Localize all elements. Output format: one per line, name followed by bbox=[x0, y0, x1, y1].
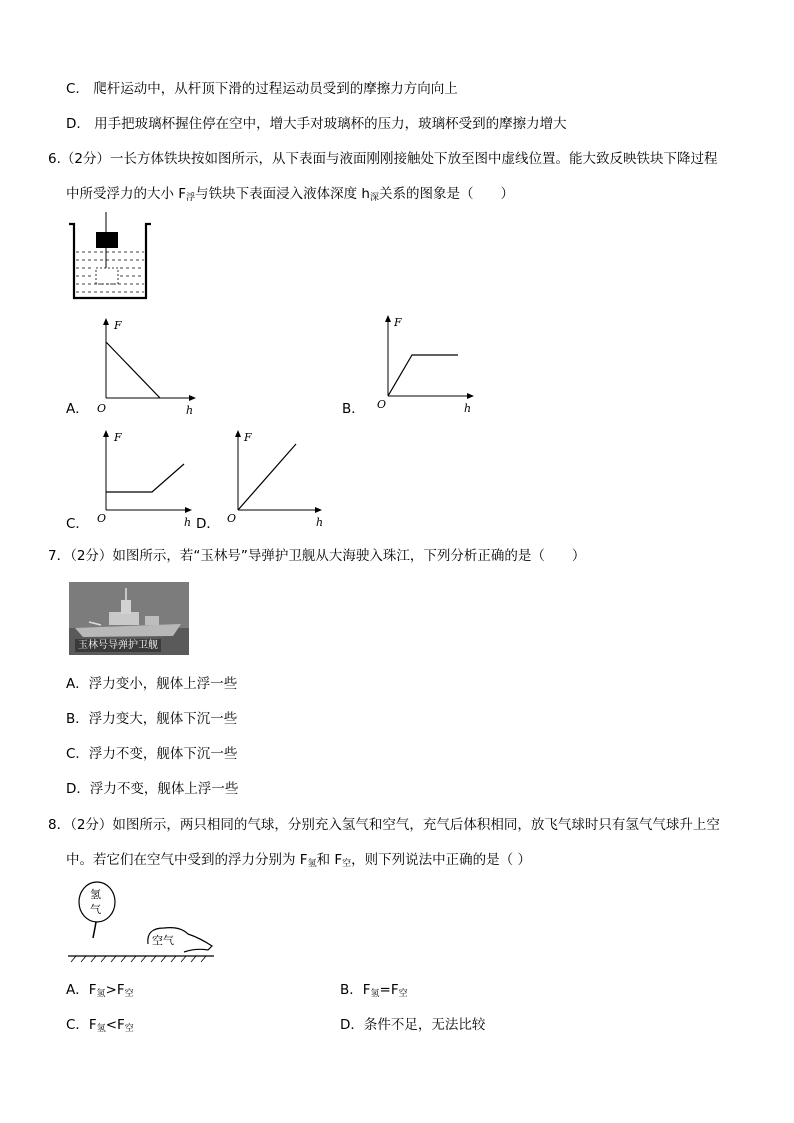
graph-c-f-label: F bbox=[114, 431, 122, 444]
q6-label-c: C． bbox=[66, 516, 89, 532]
q6-graph-a bbox=[92, 316, 202, 416]
q7-option-d: D．浮力不变，舰体上浮一些 bbox=[66, 781, 239, 797]
q8-stem-line2: 中。若它们在空气中受到的浮力分别为 $F_氢$和 $F_空$，则下列说法中正确的是（ ） bbox=[66, 852, 531, 869]
q6-label-b: B． bbox=[342, 401, 365, 417]
graph-d-origin: O bbox=[227, 512, 237, 525]
q8-option-d: D．条件不足，无法比较 bbox=[340, 1017, 486, 1033]
q6-graph-b bbox=[374, 313, 484, 413]
hydrogen-label-1: 氢 bbox=[90, 888, 101, 901]
graph-d-f-label: F bbox=[244, 431, 252, 444]
beaker-figure bbox=[66, 212, 156, 304]
q6-graph-c bbox=[92, 428, 202, 528]
graph-d-h-label: h bbox=[316, 516, 324, 529]
air-balloon-label: 空气 bbox=[152, 934, 174, 947]
q6-stem-line2: 中所受浮力的大小 $F_浮$与铁块下表面浸入液体深度 $h_深$关系的图象是（ ） bbox=[66, 186, 514, 203]
graph-a-f-label: F bbox=[114, 319, 122, 332]
graph-c-line bbox=[106, 464, 184, 492]
q8-option-c: C．$F_氢<F_空$ bbox=[66, 1017, 134, 1034]
q5-option-c: C. 爬杆运动中，从杆顶下滑的过程运动员受到的摩擦力方向向上 bbox=[66, 81, 458, 97]
graph-b-f-label: F bbox=[394, 316, 402, 329]
frigate-caption: 玉林号导弹护卫舰 bbox=[75, 639, 161, 652]
q7-stem: 7．（2分）如图所示，若“玉林号”导弹护卫舰从大海驶入珠江，下列分析正确的是（ ） bbox=[48, 548, 586, 564]
graph-a-h-label: h bbox=[186, 404, 194, 417]
q8-option-a: A．$F_氢>F_空$ bbox=[66, 982, 134, 999]
graph-c-origin: O bbox=[97, 512, 107, 525]
graph-b-origin: O bbox=[377, 398, 387, 411]
q7-option-a: A．浮力变小，舰体上浮一些 bbox=[66, 676, 238, 692]
graph-b-line bbox=[388, 355, 458, 396]
frigate-photo bbox=[69, 582, 189, 655]
q8-stem-line1: 8．（2分）如图所示，两只相同的气球，分别充入氢气和空气，充气后体积相同，放飞气球时只有氢气气球升上空 bbox=[48, 817, 720, 833]
graph-d-line bbox=[238, 444, 296, 510]
graph-b-h-label: h bbox=[464, 402, 472, 415]
q6-label-a: A． bbox=[66, 401, 89, 417]
graph-c-h-label: h bbox=[184, 516, 192, 529]
balloon-figure bbox=[66, 880, 216, 965]
q6-graph-d bbox=[226, 428, 336, 528]
q5-option-d: D. 用手把玻璃杯握住停在空中，增大手对玻璃杯的压力，玻璃杯受到的摩擦力增大 bbox=[66, 116, 567, 132]
q6-label-d: D． bbox=[196, 516, 220, 532]
q7-option-b: B．浮力变大，舰体下沉一些 bbox=[66, 711, 238, 727]
q6-stem-line1: 6.（2分）一长方体铁块按如图所示，从下表面与液面刚刚接触处下放至图中虚线位置。能大致反映铁块下降过程 bbox=[48, 151, 718, 167]
q7-option-c: C．浮力不变，舰体下沉一些 bbox=[66, 746, 238, 762]
graph-a-origin: O bbox=[97, 402, 107, 415]
q8-option-b: B．$F_氢=F_空$ bbox=[340, 982, 408, 999]
graph-a-line bbox=[106, 342, 160, 398]
hydrogen-label-2: 气 bbox=[90, 903, 101, 916]
